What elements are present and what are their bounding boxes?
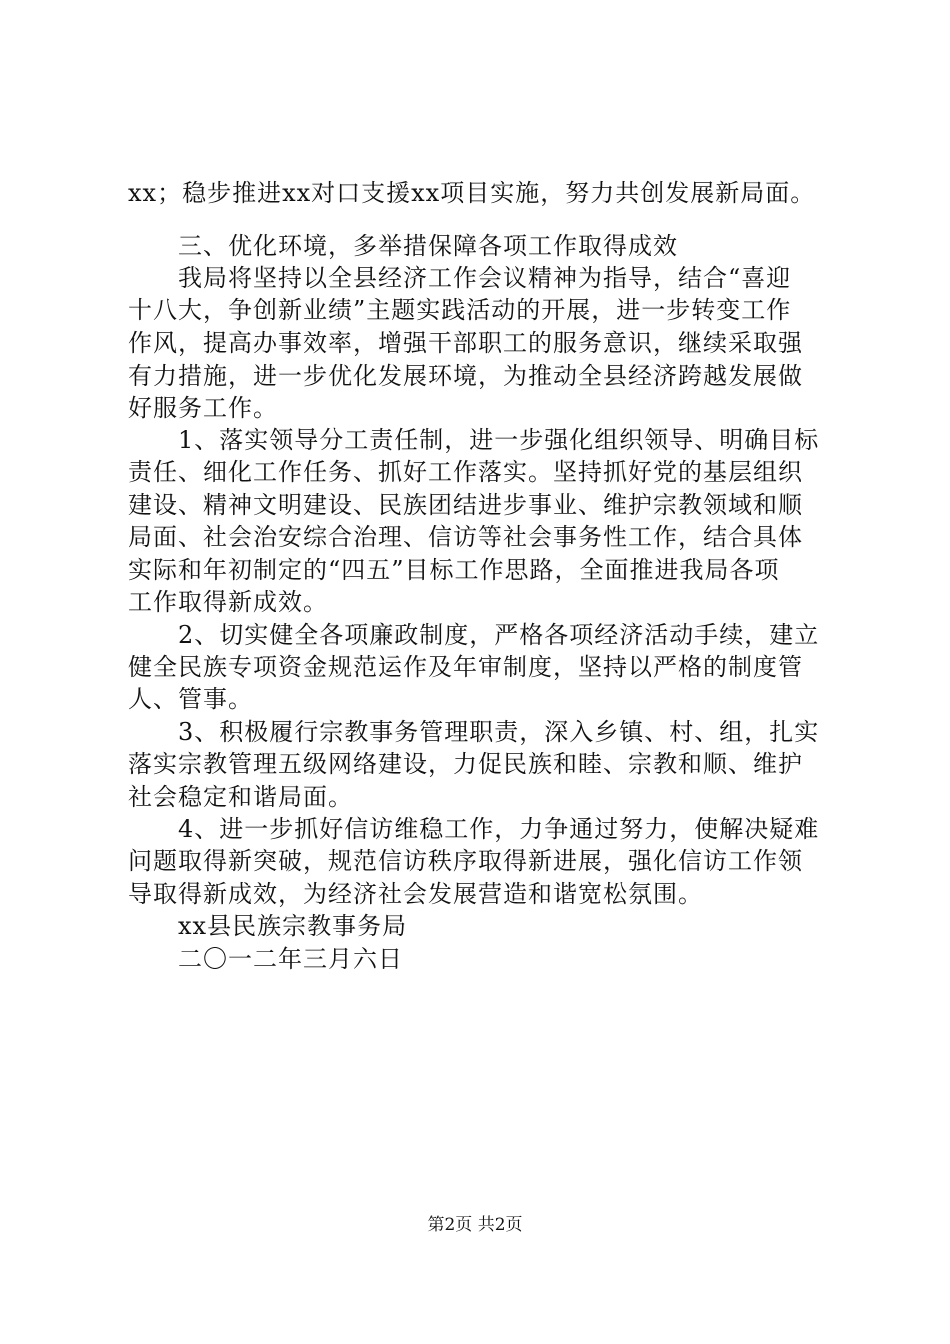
item-1-line-1: 1、落实领导分工责任制，进一步强化组织领导、明确目标 <box>178 426 820 454</box>
item-2-line-2: 健全民族专项资金规范运作及年审制度，坚持以严格的制度管 <box>128 653 803 681</box>
paragraph-intro-line-2: 十八大，争创新业绩”主题实践活动的开展，进一步转变工作 <box>128 296 792 324</box>
item-3-line-1: 3、积极履行宗教事务管理职责，深入乡镇、村、组，扎实 <box>178 718 820 746</box>
item-1-line-4: 局面、社会治安综合治理、信访等社会事务性工作，结合具体 <box>128 523 803 551</box>
page-footer: 第2页 共2页 <box>427 1215 523 1235</box>
signature-organization: xx县民族宗教事务局 <box>178 912 408 940</box>
paragraph-intro-line-3: 作风，提高办事效率，增强干部职工的服务意识，继续采取强 <box>128 329 803 357</box>
section-heading-3: 三、优化环境，多举措保障各项工作取得成效 <box>178 232 678 260</box>
paragraph-intro-line-5: 好服务工作。 <box>128 394 278 422</box>
item-1-line-2: 责任、细化工作任务、抓好工作落实。坚持抓好党的基层组织 <box>128 458 803 486</box>
paragraph-intro-line-4: 有力措施，进一步优化发展环境，为推动全县经济跨越发展做 <box>128 362 803 390</box>
body-line-1: xx；稳步推进xx对口支援xx项目实施，努力共创发展新局面。 <box>128 179 816 207</box>
item-4-line-2: 问题取得新突破，规范信访秩序取得新进展，强化信访工作领 <box>128 847 803 875</box>
paragraph-intro-line-1: 我局将坚持以全县经济工作会议精神为指导，结合“喜迎 <box>178 264 792 292</box>
item-4-line-3: 导取得新成效，为经济社会发展营造和谐宽松氛围。 <box>128 880 703 908</box>
item-3-line-3: 社会稳定和谐局面。 <box>128 783 353 811</box>
item-2-line-1: 2、切实健全各项廉政制度，严格各项经济活动手续，建立 <box>178 621 820 649</box>
item-3-line-2: 落实宗教管理五级网络建设，力促民族和睦、宗教和顺、维护 <box>128 750 803 778</box>
item-2-line-3: 人、管事。 <box>128 685 253 713</box>
item-4-line-1: 4、进一步抓好信访维稳工作，力争通过努力，使解决疑难 <box>178 815 820 843</box>
item-1-line-6: 工作取得新成效。 <box>128 588 328 616</box>
item-1-line-5: 实际和年初制定的“四五”目标工作思路，全面推进我局各项 <box>128 556 780 584</box>
signature-date: 二〇一二年三月六日 <box>178 945 403 973</box>
item-1-line-3: 建设、精神文明建设、民族团结进步事业、维护宗教领域和顺 <box>128 491 803 519</box>
